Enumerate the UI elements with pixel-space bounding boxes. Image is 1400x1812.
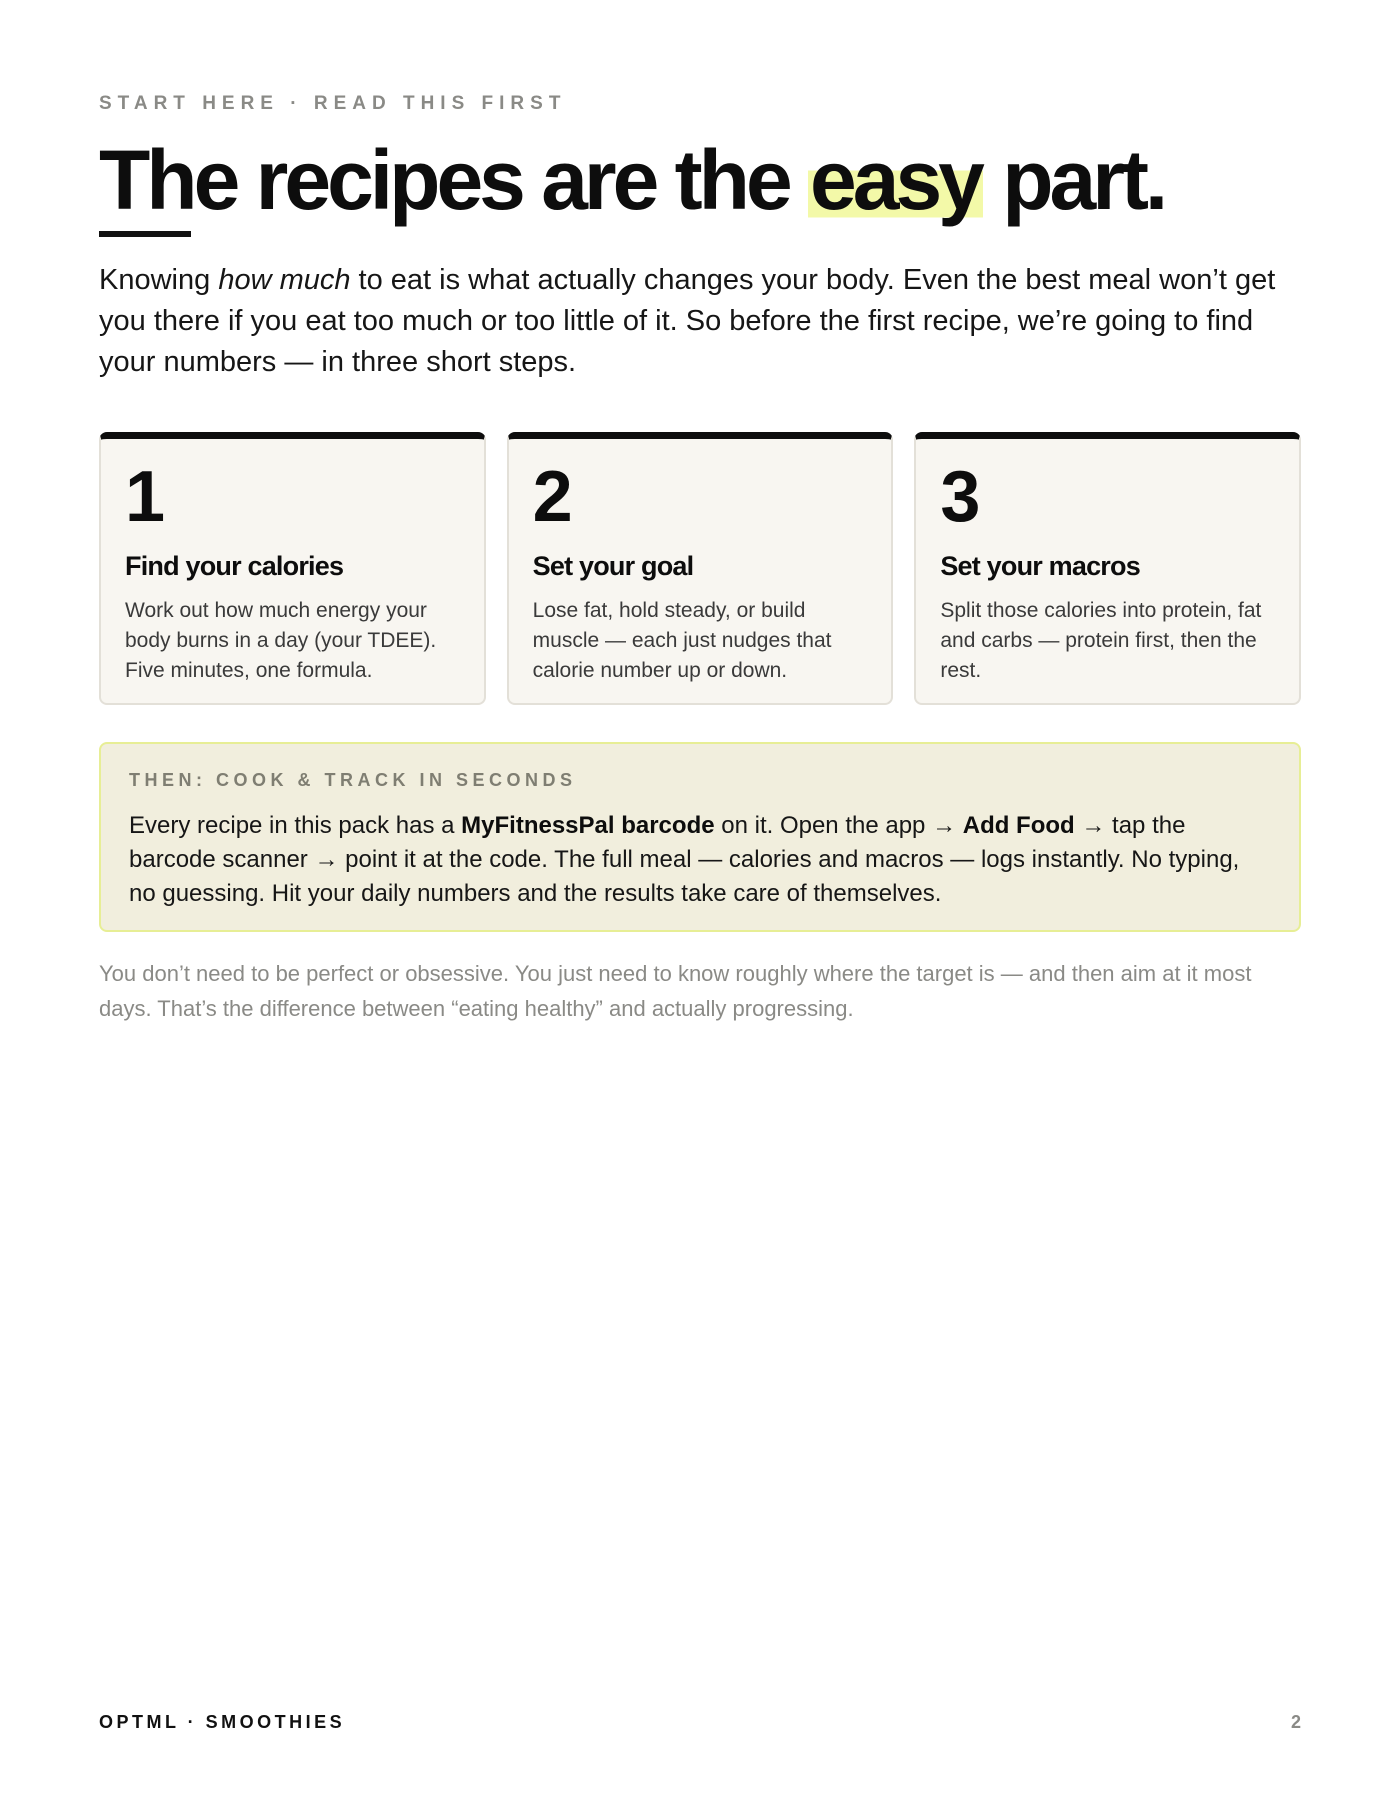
page-title: [99, 132, 1164, 228]
callout-label: THEN: COOK & TRACK IN SECONDS: [129, 770, 577, 790]
callout-body: [129, 809, 1271, 911]
callout-bold-app: MyFitnessPal barcode: [461, 812, 715, 839]
intro-text-end: to eat is what actually changes your body. Even the best meal won’t get you there if you eat too much or too little of it. So before the first recipe, we’re going to find your numbers — in three short steps.: [99, 264, 1276, 378]
intro-text-start: Knowing: [99, 264, 219, 296]
callout-text: → tap the barcode scanner → point it at the code. The full meal — calories and macros — logs instantly. No typing, no guessing. Hit your daily numbers and the results take care of themselves.: [129, 812, 1240, 907]
callout-text: on it. Open the app →: [714, 812, 963, 839]
tracking-callout: [99, 742, 1301, 932]
step-title: Set your macros: [940, 551, 1140, 581]
step-description: Lose fat, hold steady, or build muscle — each just nudges that calorie number up or down.: [532, 599, 832, 682]
eyebrow-label: START HERE · READ THIS FIRST: [99, 93, 567, 114]
title-underline-rule: [99, 231, 191, 237]
title-highlight: easy: [810, 133, 981, 227]
step-number: 3: [940, 457, 979, 537]
callout-bold-action: Add Food: [962, 812, 1075, 839]
step-title: Set your goal: [532, 551, 694, 581]
step-card-3: [914, 432, 1301, 705]
step-title: Find your calories: [125, 551, 344, 581]
steps-row: [99, 432, 1301, 705]
step-description: Work out how much energy your body burns in a day (your TDEE). Five minutes, one formula.: [125, 599, 437, 682]
callout-text: Every recipe in this pack has a: [129, 812, 462, 839]
title-text-start: The recipes are the: [99, 133, 809, 227]
step-description: Split those calories into protein, fat and carbs — protein first, then the rest.: [940, 599, 1262, 682]
step-number: 1: [125, 457, 164, 537]
title-text-end: part.: [982, 133, 1165, 227]
closing-note: You don’t need to be perfect or obsessive. You just need to know roughly where the target is — and then aim at it most days. That’s the difference between “eating healthy” and actually progressing.: [99, 961, 1252, 1021]
intro-paragraph: [99, 260, 1304, 383]
footer-brand: OPTML · SMOOTHIES: [99, 1712, 346, 1732]
step-card-2: [507, 432, 894, 705]
step-card-1: [99, 432, 486, 705]
intro-emphasis: how much: [218, 264, 351, 296]
page-number: 2: [1290, 1712, 1301, 1732]
step-number: 2: [532, 457, 571, 537]
